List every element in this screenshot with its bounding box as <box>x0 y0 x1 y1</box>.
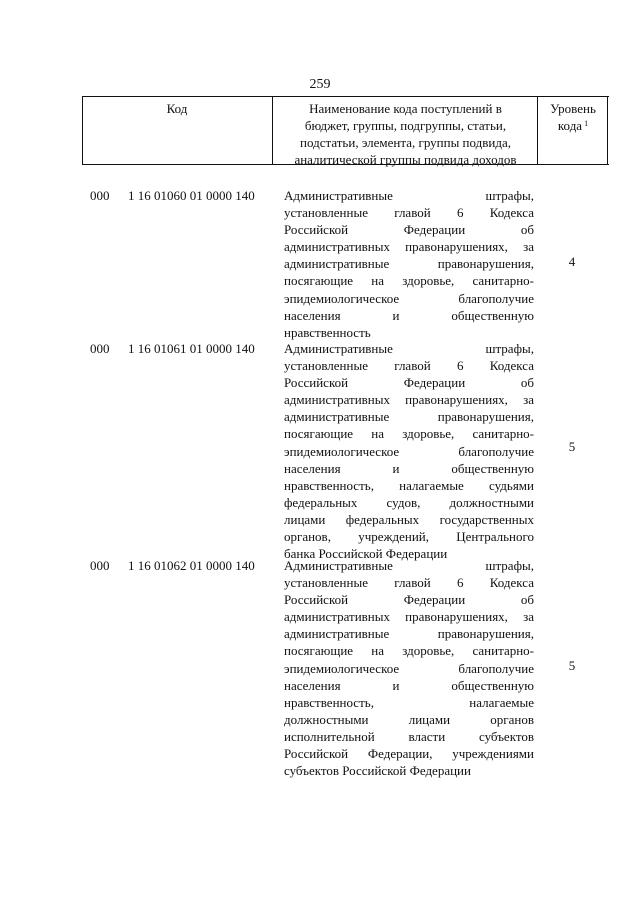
name-line: Российской Федерации об <box>284 375 534 391</box>
name-line: банка Российской Федерации <box>284 546 448 562</box>
name-line: административных правонарушениях, за <box>284 239 534 255</box>
name-line: Административные штрафы, <box>284 558 534 573</box>
name-line: административные правонарушения, <box>284 626 534 642</box>
revenue-name <box>284 187 534 341</box>
header-border-right <box>607 97 608 164</box>
header-divider-code-name <box>272 97 273 164</box>
code-level: 4 <box>568 254 576 269</box>
name-line: эпидемиологическое благополучие <box>284 443 534 459</box>
page-number: 259 <box>309 77 331 92</box>
name-line: посягающие на здоровье, санитарно- <box>284 643 534 659</box>
admin-code: 000 <box>90 188 110 203</box>
name-line: посягающие на здоровье, санитарно- <box>284 426 534 442</box>
header-divider-name-level <box>537 97 538 164</box>
name-line: органов, учреждений, Центрального <box>284 529 534 545</box>
name-line: Административные штрафы, <box>284 341 534 356</box>
name-line: федеральных судов, должностными <box>284 494 534 510</box>
name-line: Российской Федерации, учреждениями <box>284 746 534 762</box>
name-line: нравственность, налагаемые <box>284 694 534 710</box>
revenue-name <box>284 340 534 562</box>
header-level-footnote: 1 <box>584 119 589 128</box>
table-row <box>0 557 640 781</box>
name-line: административные правонарушения, <box>284 409 534 425</box>
table-row <box>0 187 640 342</box>
name-line: исполнительной власти субъектов <box>284 728 534 744</box>
name-line: Российской Федерации об <box>284 222 534 238</box>
name-line: населения и общественную <box>284 460 534 476</box>
name-line: административных правонарушениях, за <box>284 392 534 408</box>
admin-code: 000 <box>90 341 110 356</box>
header-level-word: кода <box>557 118 583 133</box>
name-line: административные правонарушения, <box>284 256 534 272</box>
name-line: административных правонарушениях, за <box>284 609 534 625</box>
header-level <box>539 100 607 134</box>
name-line: эпидемиологическое благополучие <box>284 660 534 676</box>
revenue-code: 1 16 01060 01 0000 140 <box>128 188 255 203</box>
name-line: населения и общественную <box>284 677 534 693</box>
table-row <box>0 340 640 564</box>
name-line: эпидемиологическое благополучие <box>284 290 534 306</box>
name-line: населения и общественную <box>284 307 534 323</box>
code-level: 5 <box>568 658 576 673</box>
name-line: нравственность <box>284 324 371 340</box>
header-name-line: подстатьи, элемента, группы подвида, <box>300 135 511 150</box>
header-code: Код <box>166 101 188 116</box>
name-line: Административные штрафы, <box>284 188 534 203</box>
name-line: лицами федеральных государственных <box>284 511 534 527</box>
header-name-line: аналитической группы подвида доходов <box>294 152 517 167</box>
name-line: установленные главой 6 Кодекса <box>284 205 534 221</box>
header-level-line1: Уровень <box>550 101 596 116</box>
revenue-code: 1 16 01061 01 0000 140 <box>128 341 255 356</box>
name-line: посягающие на здоровье, санитарно- <box>284 273 534 289</box>
name-line: субъектов Российской Федерации <box>284 763 471 779</box>
header-name-line: бюджет, группы, подгруппы, статьи, <box>304 118 507 133</box>
admin-code: 000 <box>90 558 110 573</box>
revenue-code: 1 16 01062 01 0000 140 <box>128 558 255 573</box>
name-line: должностными лицами органов <box>284 711 534 727</box>
name-line: Российской Федерации об <box>284 592 534 608</box>
name-line: установленные главой 6 Кодекса <box>284 358 534 374</box>
name-line: нравственность, налагаемые судьями <box>284 477 534 493</box>
table-header <box>82 96 609 165</box>
header-level-line2 <box>539 117 607 134</box>
header-name-line: Наименование кода поступлений в <box>309 101 502 116</box>
name-line: установленные главой 6 Кодекса <box>284 575 534 591</box>
header-name <box>274 100 537 168</box>
revenue-name <box>284 557 534 779</box>
code-level: 5 <box>568 439 576 454</box>
